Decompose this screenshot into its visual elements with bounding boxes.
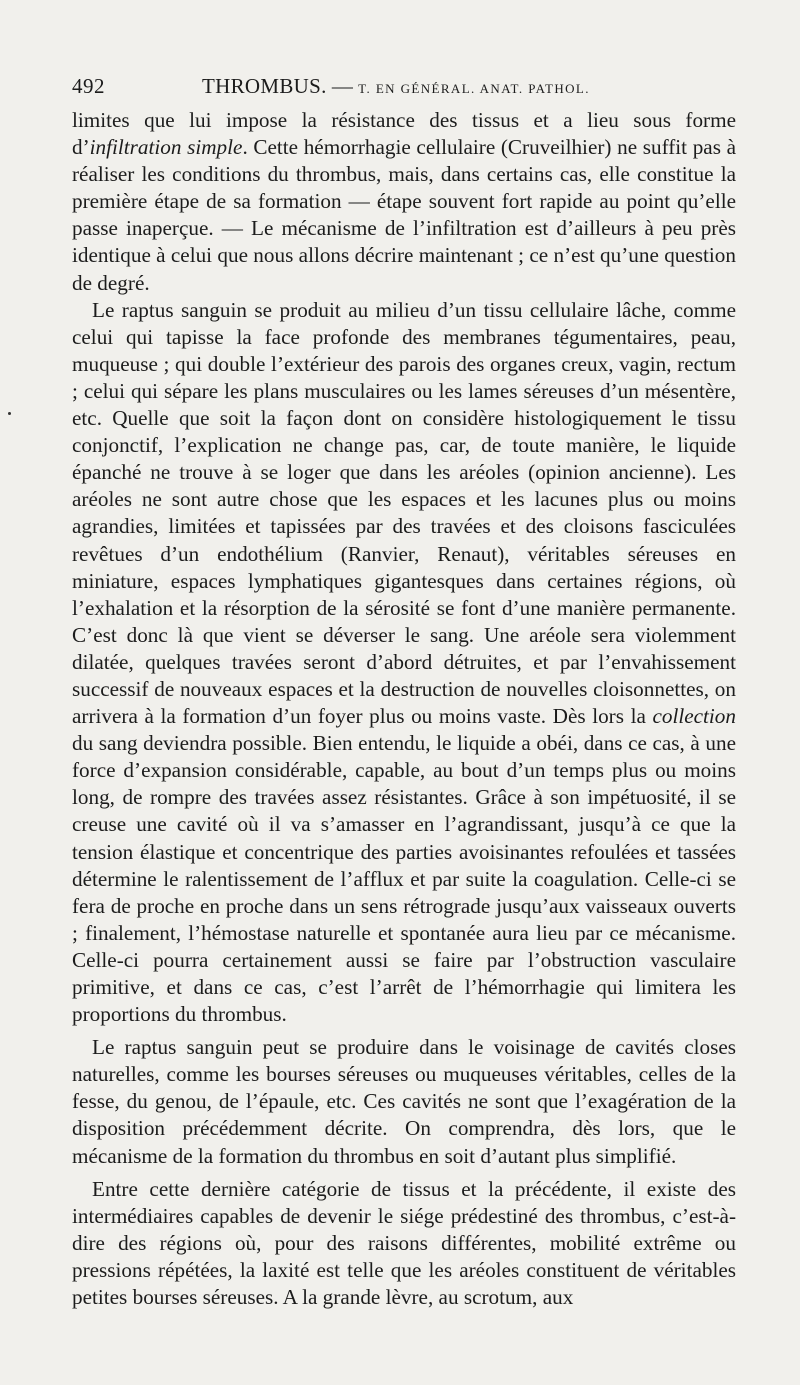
paragraph-1 (72, 107, 736, 297)
text-run: limites que lui impose la résistance des tissus et a lieu sous forme d’ (72, 108, 736, 160)
paragraph-2 (72, 297, 736, 1029)
italic-term-infiltration-simple: infiltration simple (89, 135, 243, 160)
chapter-title: THROMBUS. (202, 74, 327, 98)
page-number: 492 (72, 74, 105, 98)
header-dash: — (326, 74, 359, 98)
paragraph-3 (72, 1034, 736, 1169)
paragraph-4 (72, 1176, 736, 1311)
text-run: . Cette hémorrhagie cellulaire (Cruveilhier) ne suffit pas à réaliser les conditions du thrombus, mais, dans certains cas, elle constitue la première étape de sa formation — étape souvent fort rapide au point qu’elle passe inaperçue. — Le mécanisme de l’infiltration est d’ailleurs à peu près identique à celui que nous allons décrire maintenant ; ce n’est qu’une question de degré. (72, 135, 736, 295)
section-subtitle: T. EN GÉNÉRAL. ANAT. PATHOL. (358, 81, 590, 96)
text-run: Le raptus sanguin peut se produire dans le voisinage de cavités closes naturelles, comme les bourses séreuses ou muqueuses véritables, celles de la fesse, du genou, de l’épaule, etc. Ces cavités ne sont que l’exagération de la disposition précédemment décrite. On comprendra, dès lors, que le mécanisme de la formation du thrombus en soit d’autant plus simplifié. (72, 1035, 736, 1168)
text-run: Entre cette dernière catégorie de tissus et la précédente, il existe des intermédiaires capables de devenir le siége prédestiné des thrombus, c’est-à-dire des régions où, pour des raisons différentes, mobilité extrême ou pressions répétées, la laxité est telle que les aréoles constituent de véritables petites bourses séreuses. A la grande lèvre, au scrotum, aux (72, 1176, 736, 1310)
running-title (202, 74, 590, 99)
italic-term-collection: collection (652, 704, 736, 729)
running-header (72, 74, 738, 104)
body-text (72, 107, 736, 1311)
text-run: du sang deviendra possible. Bien entendu, le liquide a obéi, dans ce cas, à une force d’expansion considérable, capable, au bout d’un temps plus ou moins long, de rompre des travées assez résistantes. Grâce à son impétuosité, il se creuse une cavité où il va s’amasser en l’agrandissant, jusqu’à ce que la tension élastique et concentrique des parties avoisinantes refoulées et tassées détermine le ralentissement de l’afflux et par suite la coagulation. Celle-ci se fera de proche en proche dans un sens rétrograde jusqu’aux vaisseaux ouverts ; finalement, l’hémostase naturelle et spontanée aura lieu par ce mécanisme. Celle-ci pourra certainement aussi se faire par l’obstruction vasculaire primitive, et dans ce cas, c’est l’arrêt de l’hémorrhagie qui limitera les proportions du thrombus. (72, 731, 736, 1027)
text-run: Le raptus sanguin se produit au milieu d’un tissu cellulaire lâche, comme celui qui tapisse la face profonde des membranes tégumentaires, peau, muqueuse ; qui double l’extérieur des parois des organes creux, vagin, rectum ; celui qui sépare les plans musculaires ou les lames séreuses d’un mésentère, etc. Quelle que soit la façon dont on considère histologiquement le tissu conjonctif, l’explication ne change pas, car, de toute manière, le liquide épanché ne trouve à se loger que dans les aréoles (opinion ancienne). Les aréoles ne sont autre chose que les espaces et les lacunes plus ou moins agrandies, limitées et tapissées par des travées et des cloisons fasciculées revêtues d’un endothélium (Ranvier, Renaut), véritables séreuses en miniature, espaces lymphatiques gigantesques dans certaines régions, où l’exhalation et la résorption de la sérosité se font d’une manière permanente. C’est donc là que vient se déverser le sang. Une aréole sera violemment dilatée, quelques travées seront d’abord détruites, et par l’envahissement successif de nouveaux espaces et la destruction de nouvelles cloisonnettes, on arrivera à la formation d’un foyer plus ou moins vaste. Dès lors la (72, 297, 736, 729)
margin-mark (8, 412, 11, 415)
